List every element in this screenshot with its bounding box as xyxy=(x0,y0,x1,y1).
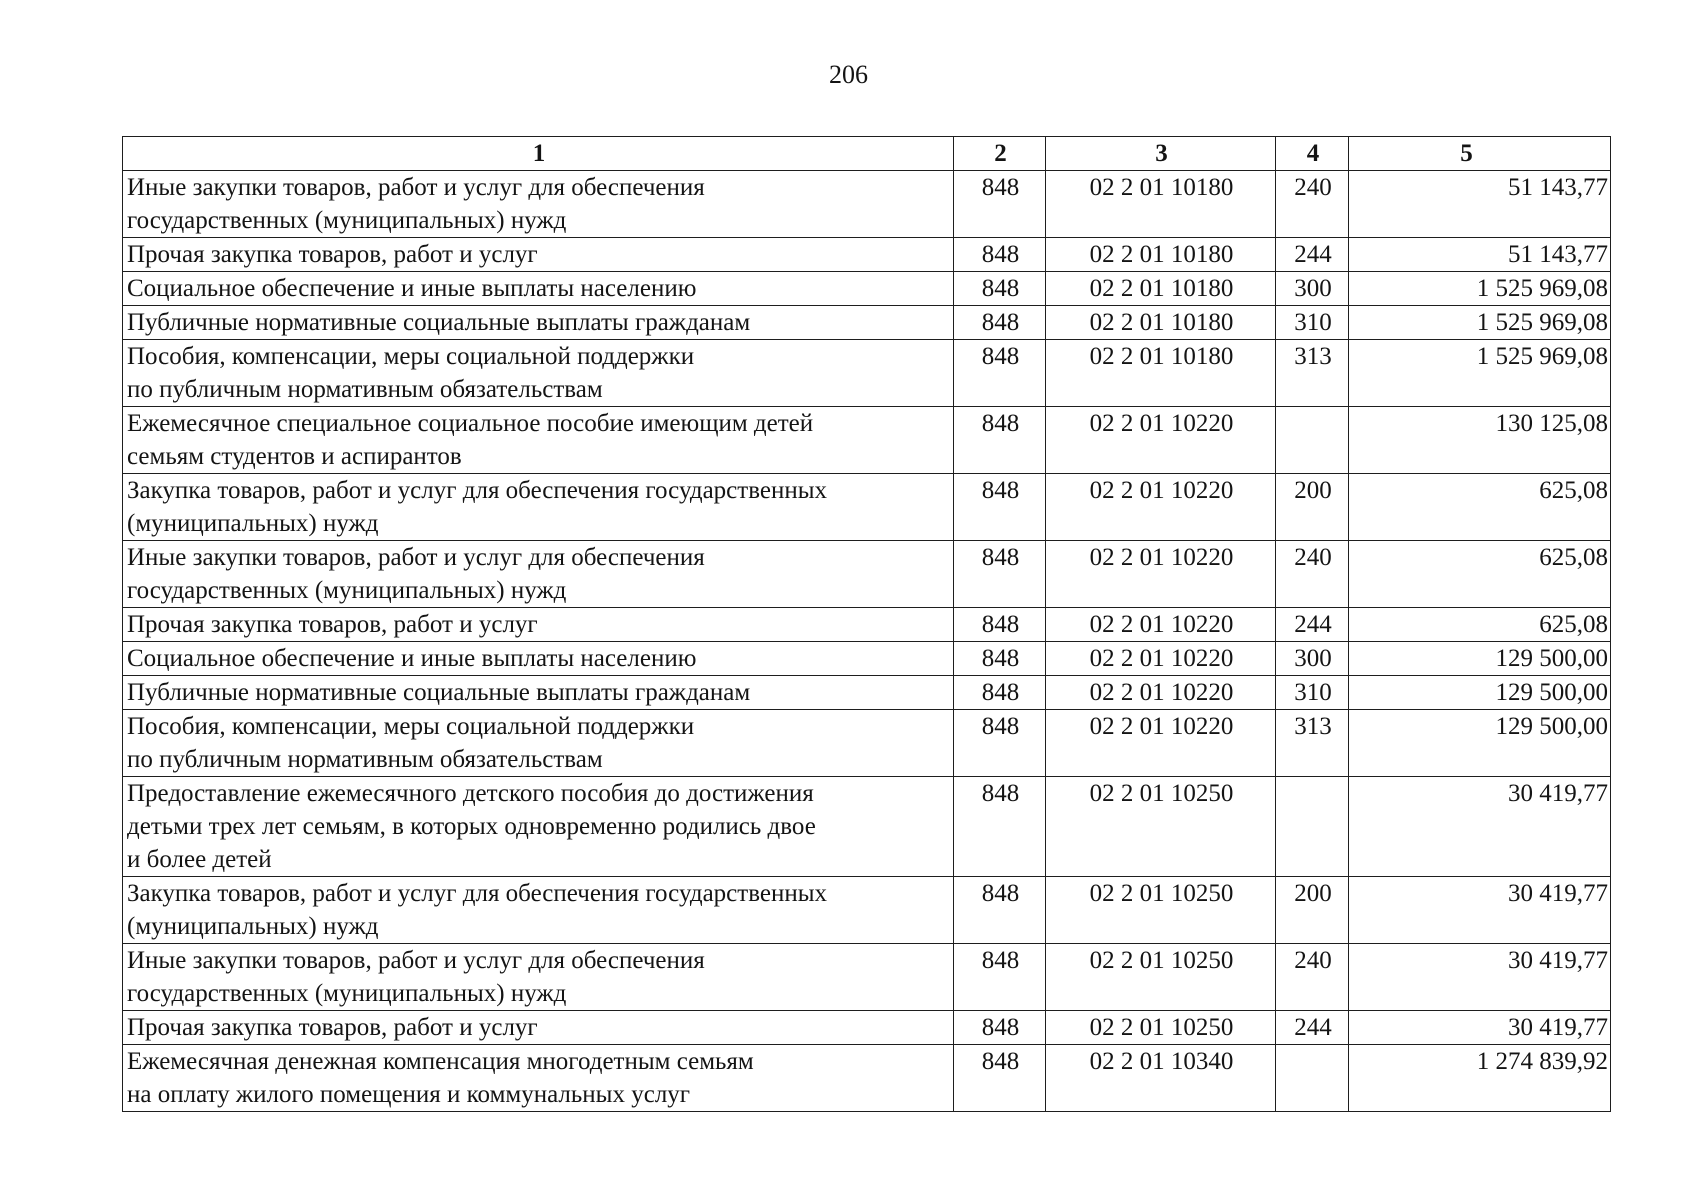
row-target-article: 02 2 01 10340 xyxy=(1046,1045,1276,1112)
row-amount: 625,08 xyxy=(1349,474,1611,541)
table-row xyxy=(123,676,1611,710)
row-target-article: 02 2 01 10220 xyxy=(1046,608,1276,642)
row-code: 848 xyxy=(954,238,1046,272)
table-row xyxy=(123,944,1611,1011)
header-col-1: 1 xyxy=(123,137,954,171)
row-code: 848 xyxy=(954,541,1046,608)
row-name: Предоставление ежемесячного детского пособия до достижения детьми трех лет семьям, в которых одновременно родились двое и более детей xyxy=(123,777,954,877)
row-code: 848 xyxy=(954,642,1046,676)
table-row xyxy=(123,272,1611,306)
row-amount: 129 500,00 xyxy=(1349,676,1611,710)
row-name: Прочая закупка товаров, работ и услуг xyxy=(123,1011,954,1045)
header-row xyxy=(123,137,1611,171)
row-amount: 625,08 xyxy=(1349,541,1611,608)
row-target-article: 02 2 01 10220 xyxy=(1046,642,1276,676)
row-code: 848 xyxy=(954,340,1046,407)
row-amount: 30 419,77 xyxy=(1349,877,1611,944)
row-target-article: 02 2 01 10220 xyxy=(1046,676,1276,710)
row-name: Прочая закупка товаров, работ и услуг xyxy=(123,238,954,272)
row-name: Публичные нормативные социальные выплаты гражданам xyxy=(123,676,954,710)
budget-table xyxy=(122,136,1611,1112)
header-col-5: 5 xyxy=(1349,137,1611,171)
row-code: 848 xyxy=(954,710,1046,777)
row-expense-type: 310 xyxy=(1276,676,1349,710)
row-target-article: 02 2 01 10220 xyxy=(1046,474,1276,541)
row-name: Иные закупки товаров, работ и услуг для обеспечения государственных (муниципальных) нужд xyxy=(123,541,954,608)
table-row xyxy=(123,1011,1611,1045)
row-expense-type: 200 xyxy=(1276,474,1349,541)
row-amount: 30 419,77 xyxy=(1349,1011,1611,1045)
row-expense-type xyxy=(1276,407,1349,474)
row-amount: 130 125,08 xyxy=(1349,407,1611,474)
row-expense-type: 313 xyxy=(1276,710,1349,777)
row-name: Пособия, компенсации, меры социальной поддержки по публичным нормативным обязательствам xyxy=(123,340,954,407)
row-amount: 625,08 xyxy=(1349,608,1611,642)
table-row xyxy=(123,541,1611,608)
row-target-article: 02 2 01 10180 xyxy=(1046,238,1276,272)
row-code: 848 xyxy=(954,407,1046,474)
row-code: 848 xyxy=(954,272,1046,306)
row-target-article: 02 2 01 10180 xyxy=(1046,272,1276,306)
row-name: Ежемесячная денежная компенсация многодетным семьям на оплату жилого помещения и коммунальных услуг xyxy=(123,1045,954,1112)
row-code: 848 xyxy=(954,306,1046,340)
row-code: 848 xyxy=(954,777,1046,877)
row-name: Социальное обеспечение и иные выплаты населению xyxy=(123,642,954,676)
header-col-2: 2 xyxy=(954,137,1046,171)
table-row xyxy=(123,474,1611,541)
table-row xyxy=(123,171,1611,238)
row-expense-type: 300 xyxy=(1276,642,1349,676)
row-expense-type: 310 xyxy=(1276,306,1349,340)
table-row xyxy=(123,877,1611,944)
row-code: 848 xyxy=(954,1011,1046,1045)
table-row xyxy=(123,238,1611,272)
row-code: 848 xyxy=(954,171,1046,238)
row-target-article: 02 2 01 10180 xyxy=(1046,171,1276,238)
table-row xyxy=(123,777,1611,877)
row-expense-type xyxy=(1276,1045,1349,1112)
row-amount: 30 419,77 xyxy=(1349,944,1611,1011)
row-name: Прочая закупка товаров, работ и услуг xyxy=(123,608,954,642)
row-amount: 129 500,00 xyxy=(1349,710,1611,777)
header-col-3: 3 xyxy=(1046,137,1276,171)
row-name: Пособия, компенсации, меры социальной поддержки по публичным нормативным обязательствам xyxy=(123,710,954,777)
table-row xyxy=(123,407,1611,474)
row-expense-type: 313 xyxy=(1276,340,1349,407)
row-name: Закупка товаров, работ и услуг для обеспечения государственных (муниципальных) нужд xyxy=(123,474,954,541)
row-name: Закупка товаров, работ и услуг для обеспечения государственных (муниципальных) нужд xyxy=(123,877,954,944)
row-code: 848 xyxy=(954,608,1046,642)
row-target-article: 02 2 01 10180 xyxy=(1046,340,1276,407)
row-expense-type: 244 xyxy=(1276,608,1349,642)
row-target-article: 02 2 01 10250 xyxy=(1046,877,1276,944)
table-header xyxy=(123,137,1611,171)
page-number: 206 xyxy=(829,60,868,89)
table-body xyxy=(123,171,1611,1112)
row-amount: 1 274 839,92 xyxy=(1349,1045,1611,1112)
row-target-article: 02 2 01 10220 xyxy=(1046,541,1276,608)
row-name: Иные закупки товаров, работ и услуг для обеспечения государственных (муниципальных) нужд xyxy=(123,944,954,1011)
row-amount: 51 143,77 xyxy=(1349,238,1611,272)
row-expense-type: 300 xyxy=(1276,272,1349,306)
row-code: 848 xyxy=(954,676,1046,710)
table-row xyxy=(123,608,1611,642)
row-expense-type: 244 xyxy=(1276,1011,1349,1045)
row-amount: 30 419,77 xyxy=(1349,777,1611,877)
row-amount: 1 525 969,08 xyxy=(1349,340,1611,407)
row-name: Ежемесячное специальное социальное пособие имеющим детей семьям студентов и аспирантов xyxy=(123,407,954,474)
row-code: 848 xyxy=(954,944,1046,1011)
row-expense-type xyxy=(1276,777,1349,877)
table-row xyxy=(123,1045,1611,1112)
row-expense-type: 240 xyxy=(1276,944,1349,1011)
row-name: Иные закупки товаров, работ и услуг для обеспечения государственных (муниципальных) нужд xyxy=(123,171,954,238)
row-amount: 1 525 969,08 xyxy=(1349,272,1611,306)
row-code: 848 xyxy=(954,877,1046,944)
row-name: Социальное обеспечение и иные выплаты населению xyxy=(123,272,954,306)
row-expense-type: 240 xyxy=(1276,171,1349,238)
row-amount: 1 525 969,08 xyxy=(1349,306,1611,340)
row-expense-type: 244 xyxy=(1276,238,1349,272)
row-target-article: 02 2 01 10250 xyxy=(1046,1011,1276,1045)
row-target-article: 02 2 01 10250 xyxy=(1046,777,1276,877)
row-amount: 51 143,77 xyxy=(1349,171,1611,238)
row-code: 848 xyxy=(954,474,1046,541)
row-name: Публичные нормативные социальные выплаты гражданам xyxy=(123,306,954,340)
row-target-article: 02 2 01 10220 xyxy=(1046,710,1276,777)
row-code: 848 xyxy=(954,1045,1046,1112)
table-row xyxy=(123,306,1611,340)
row-expense-type: 200 xyxy=(1276,877,1349,944)
row-target-article: 02 2 01 10180 xyxy=(1046,306,1276,340)
row-amount: 129 500,00 xyxy=(1349,642,1611,676)
table-row xyxy=(123,710,1611,777)
table-row xyxy=(123,642,1611,676)
row-target-article: 02 2 01 10220 xyxy=(1046,407,1276,474)
row-expense-type: 240 xyxy=(1276,541,1349,608)
row-target-article: 02 2 01 10250 xyxy=(1046,944,1276,1011)
header-col-4: 4 xyxy=(1276,137,1349,171)
table-row xyxy=(123,340,1611,407)
